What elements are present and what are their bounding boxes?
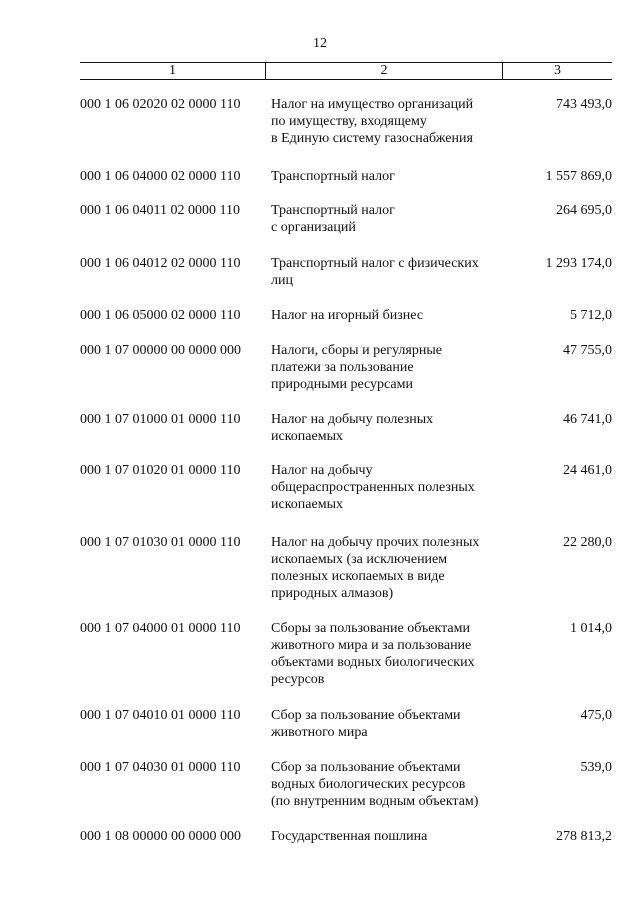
budget-code: 000 1 07 00000 00 0000 000 [80, 343, 241, 358]
table-row [80, 96, 612, 168]
revenue-name: Транспортный налог с физических лиц [271, 256, 479, 288]
budget-table [80, 96, 612, 848]
revenue-amount: 539,0 [580, 760, 612, 775]
table-row [80, 462, 612, 534]
revenue-name: Налог на игорный бизнес [271, 308, 424, 323]
table-row [80, 255, 612, 307]
revenue-amount: 46 741,0 [563, 412, 612, 427]
table-row [80, 342, 612, 411]
revenue-name: Налог на добычу прочих полезных ископаемых (за исключением полезных ископаемых в виде природных алмазов) [271, 535, 480, 601]
revenue-name: Сборы за пользование объектами животного мира и за пользование объектами водных биологических ресурсов [271, 621, 475, 687]
table-row [80, 759, 612, 828]
revenue-name: Налоги, сборы и регулярные платежи за пользование природными ресурсами [271, 343, 442, 392]
revenue-amount: 22 280,0 [563, 535, 612, 550]
revenue-amount: 264 695,0 [556, 203, 612, 218]
table-row [80, 202, 612, 255]
table-row [80, 828, 612, 848]
page-number: 12 [313, 36, 327, 51]
budget-code: 000 1 07 04000 01 0000 110 [80, 621, 241, 636]
column-header-row [80, 62, 612, 80]
budget-code: 000 1 06 05000 02 0000 110 [80, 308, 241, 323]
table-row [80, 534, 612, 620]
budget-code: 000 1 07 01020 01 0000 110 [80, 463, 241, 478]
budget-code: 000 1 07 04030 01 0000 110 [80, 760, 241, 775]
revenue-name: Транспортный налог с организаций [271, 203, 395, 235]
column-header-2: 2 [265, 62, 502, 80]
budget-code: 000 1 06 02020 02 0000 110 [80, 97, 241, 112]
budget-code: 000 1 06 04000 02 0000 110 [80, 169, 241, 184]
revenue-amount: 278 813,2 [556, 829, 612, 844]
revenue-amount: 1 014,0 [570, 621, 612, 636]
header-bottom-rule [80, 79, 612, 80]
revenue-amount: 1 293 174,0 [545, 256, 612, 271]
column-header-1: 1 [169, 63, 176, 78]
budget-code: 000 1 08 00000 00 0000 000 [80, 829, 241, 844]
revenue-name: Сбор за пользование объектами животного мира [271, 708, 461, 740]
revenue-amount: 743 493,0 [556, 97, 612, 112]
revenue-name: Транспортный налог [271, 169, 395, 184]
budget-code: 000 1 06 04012 02 0000 110 [80, 256, 241, 271]
table-row [80, 707, 612, 759]
table-row [80, 620, 612, 707]
column-header-3: 3 [502, 62, 612, 80]
revenue-amount: 1 557 869,0 [545, 169, 612, 184]
revenue-name: Налог на имущество организаций по имуществу, входящему в Единую систему газоснабжения [271, 97, 474, 146]
revenue-name: Налог на добычу полезных ископаемых [271, 412, 434, 444]
revenue-amount: 24 461,0 [563, 463, 612, 478]
table-row [80, 168, 612, 202]
revenue-amount: 5 712,0 [570, 308, 612, 323]
revenue-name: Государственная пошлина [271, 829, 428, 844]
budget-code: 000 1 06 04011 02 0000 110 [80, 203, 240, 218]
budget-code: 000 1 07 04010 01 0000 110 [80, 708, 241, 723]
budget-code: 000 1 07 01000 01 0000 110 [80, 412, 241, 427]
revenue-amount: 47 755,0 [563, 343, 612, 358]
budget-code: 000 1 07 01030 01 0000 110 [80, 535, 241, 550]
table-row [80, 307, 612, 342]
revenue-name: Сбор за пользование объектами водных биологических ресурсов (по внутренним водным объектам) [271, 760, 479, 809]
revenue-name: Налог на добычу общераспространенных полезных ископаемых [271, 463, 475, 512]
table-row [80, 411, 612, 462]
revenue-amount: 475,0 [580, 708, 612, 723]
